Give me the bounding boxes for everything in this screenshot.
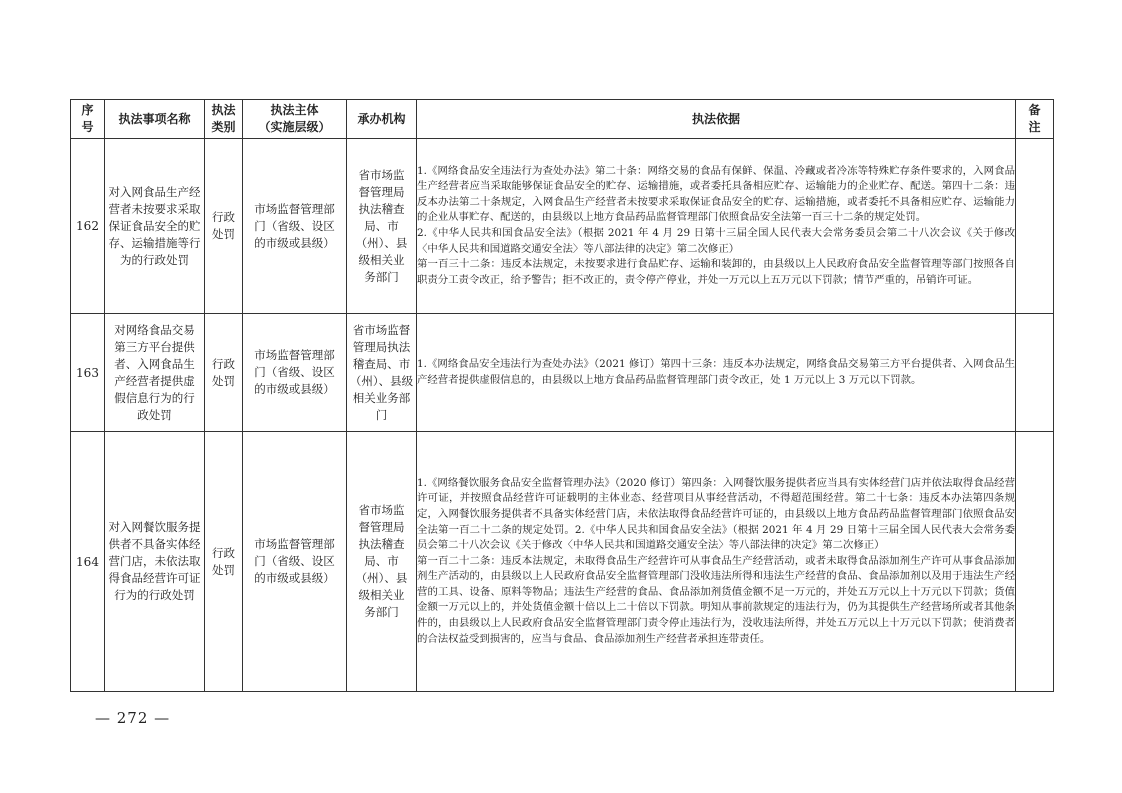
remark bbox=[1016, 139, 1054, 314]
header-row bbox=[71, 100, 1054, 139]
agency: 省市场监督管理局执法稽查局、市（州）、县级相关业务部门 bbox=[347, 314, 417, 432]
col-header-agency: 承办机构 bbox=[347, 100, 417, 139]
table-row bbox=[71, 432, 1054, 692]
basis-paragraph: 1.《网络食品安全违法行为查处办法》第二十条：网络交易的食品有保鲜、保温、冷藏或者冷冻等特殊贮存条件要求的，入网食品生产经营者应当采取能够保证食品安全的贮存、运输措施，或者委托具备相应贮存、运输能力的企业贮存、配送。第四十二条：违反本办法第二十条规定，入网食品生产经营者未按要求采取保证食品安全的贮存、运输措施，或者委托不具备相应贮存、运输能力的企业从事贮存、配送的，由县级以上地方食品药品监督管理部门依照食品安全法第一百三十二条的规定处罚。 bbox=[417, 164, 1015, 224]
basis-paragraph: 2.《中华人民共和国食品安全法》（根据 2021 年 4 月 29 日第十三届全国人民代表大会常务委员会第二十八次会议《关于修改〈中华人民共和国道路交通安全法〉等八部法律的决定》第二次修正） bbox=[417, 227, 1015, 255]
category: 行政处罚 bbox=[205, 432, 243, 692]
basis-paragraph: 1.《网络食品安全违法行为查处办法》（2021 修订）第四十三条：违反本办法规定，网络食品交易第三方平台提供者、入网食品生产经营者提供虚假信息的，由县级以上地方食品药品监督管理部门责令改正，处 1 万元以上 3 万元以下罚款。 bbox=[417, 357, 1015, 386]
basis-paragraph: 第一百二十二条：违反本法规定，未取得食品生产经营许可从事食品生产经营活动，或者未取得食品添加剂生产许可从事食品添加剂生产活动的，由县级以上人民政府食品安全监督管理部门没收违法所得和违法生产经营的食品、食品添加剂以及用于违法生产经营的工具、设备、原料等物品；违法生产经营的食品、食品添加剂货值金额不足一万元的，并处五万元以上十万元以下罚款；货值金额一万元以上的，并处货值金额十倍以上二十倍以下罚款。明知从事前款规定的违法行为，仍为其提供生产经营场所或者其他条件的，由县级以上人民政府食品安全监督管理部门责令停止违法行为，没收违法所得，并处五万元以上十万元以下罚款；使消费者的合法权益受到损害的，应当与食品、食品添加剂生产经营者承担连带责任。 bbox=[417, 554, 1015, 645]
col-header-item: 执法事项名称 bbox=[105, 100, 205, 139]
col-header-category: 执法 类别 bbox=[205, 100, 243, 139]
col-header-subject: 执法主体 （实施层级） bbox=[243, 100, 347, 139]
legal-basis bbox=[417, 432, 1016, 692]
subject: 市场监督管理部门（省级、设区的市级或县级） bbox=[243, 139, 347, 314]
remark bbox=[1016, 314, 1054, 432]
item-name: 对入网餐饮服务提供者不具备实体经营门店，未依法取得食品经营许可证行为的行政处罚 bbox=[105, 432, 205, 692]
col-header-basis: 执法依据 bbox=[417, 100, 1016, 139]
agency: 省市场监督管理局执法稽查局、市（州）、县级相关业务部门 bbox=[347, 139, 417, 314]
basis-paragraph: 1.《网络餐饮服务食品安全监督管理办法》（2020 修订）第四条：入网餐饮服务提供者应当具有实体经营门店并依法取得食品经营许可证，并按照食品经营许可证载明的主体业态、经营项目从事经营活动，不得超范围经营。第二十七条：违反本办法第四条规定，入网餐饮服务提供者不具备实体经营门店，未依法取得食品经营许可证的，由县级以上地方食品药品监督管理部门依照食品安全法第一百二十二条的规定处罚。2.《中华人民共和国食品安全法》（根据 2021 年 4 月 29 日第十三届全国人民代表大会常务委员会第二十八次会议《关于修改〈中华人民共和国道路交通安全法〉等八部法律的决定》第二次修正） bbox=[417, 476, 1015, 552]
col-header-seq: 序 号 bbox=[71, 100, 105, 139]
legal-basis bbox=[417, 139, 1016, 314]
category: 行政处罚 bbox=[205, 314, 243, 432]
agency: 省市场监督管理局执法稽查局、市（州）、县级相关业务部门 bbox=[347, 432, 417, 692]
category: 行政处罚 bbox=[205, 139, 243, 314]
col-header-remark: 备 注 bbox=[1016, 100, 1054, 139]
table-row bbox=[71, 139, 1054, 314]
item-name: 对入网食品生产经营者未按要求采取保证食品安全的贮存、运输措施等行为的行政处罚 bbox=[105, 139, 205, 314]
enforcement-table bbox=[70, 99, 1054, 692]
row-number: 163 bbox=[71, 314, 105, 432]
row-number: 164 bbox=[71, 432, 105, 692]
row-number: 162 bbox=[71, 139, 105, 314]
remark bbox=[1016, 432, 1054, 692]
table-row bbox=[71, 314, 1054, 432]
basis-paragraph: 第一百三十二条：违反本法规定，未按要求进行食品贮存、运输和装卸的，由县级以上人民政府食品安全监督管理等部门按照各自职责分工责令改正，给予警告；拒不改正的，责令停产停业，并处一万元以上五万元以下罚款；情节严重的，吊销许可证。 bbox=[417, 258, 1015, 286]
subject: 市场监督管理部门（省级、设区的市级或县级） bbox=[243, 314, 347, 432]
item-name: 对网络食品交易第三方平台提供者、入网食品生产经营者提供虚假信息行为的行政处罚 bbox=[105, 314, 205, 432]
legal-basis bbox=[417, 314, 1016, 432]
subject: 市场监督管理部门（省级、设区的市级或县级） bbox=[243, 432, 347, 692]
page-number: — 272 — bbox=[95, 709, 171, 727]
